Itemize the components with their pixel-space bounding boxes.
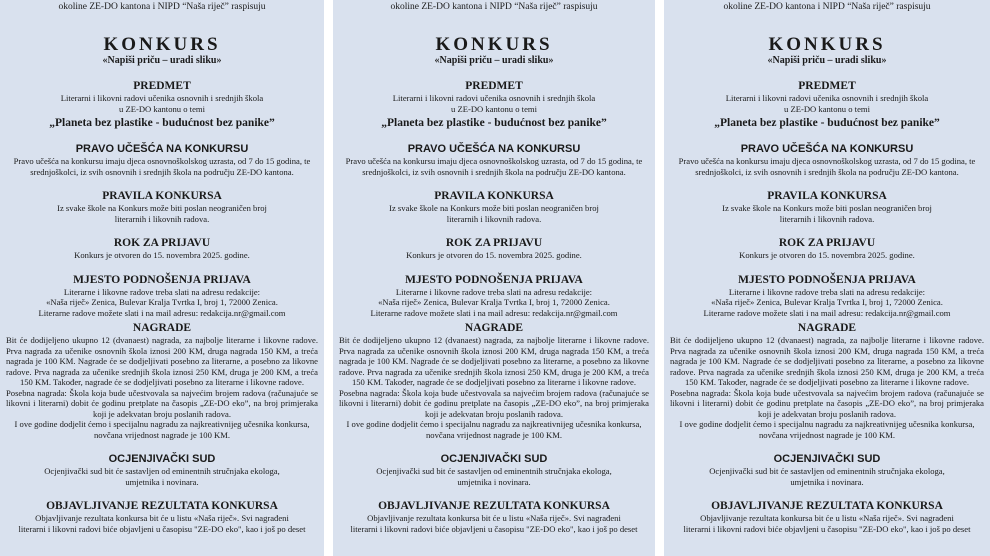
poster-subtitle: «Napiši priču – uradi sliku»	[767, 55, 887, 66]
rok-text: Konkurs je otvoren do 15. novembra 2025. godine.	[74, 250, 250, 260]
mjesto-heading: MJESTO PODNOŠENJA PRIJAVA	[73, 273, 251, 286]
nagrade-para-3: I ove godine dodjelit ćemo i specijalnu nagradu za najkreativnijeg učesnika konkursa, novčana vrijednost nagrade je 100 KM.	[14, 419, 310, 440]
theme-title: „Planeta bez plastike - budućnost bez panike”	[381, 117, 607, 129]
theme-title: „Planeta bez plastike - budućnost bez panike”	[49, 117, 275, 129]
pravila-heading: PRAVILA KONKURSA	[102, 190, 222, 202]
rok-text: Konkurs je otvoren do 15. novembra 2025. godine.	[406, 250, 582, 260]
pravila-line-2: literarnih i likovnih radova.	[114, 213, 210, 224]
objava-heading: OBJAVLJIVANJE REZULTATA KONKURSA	[46, 500, 278, 512]
predmet-heading: PREDMET	[133, 80, 191, 92]
pravila-heading: PRAVILA KONKURSA	[434, 190, 554, 202]
poster-content	[333, 2, 655, 534]
sud-line-1: Ocjenjivački sud bit će sastavljen od eminentnih stručnjaka ekologa,	[376, 466, 612, 476]
nagrade-para-2: Posebna nagrada: Škola koja bude učestvovala sa najvećim brojem radova (računajuće se likovni i literarni) dobit će godinu pretplate na časopis „ZE-DO eko”, na broj primjeraka koji je adekvatan broju poslanih radova.	[670, 387, 984, 419]
pravo-heading: PRAVO UČEŠĆA NA KONKURSU	[407, 143, 581, 155]
predmet-heading: PREDMET	[465, 80, 523, 92]
mjesto-line-3: Literarne radove možete slati i na mail adresu: redakcija.nr@gmail.com	[370, 307, 618, 318]
mjesto-line-2: «Naša riječ» Zenica, Bulevar Kralja Tvrtka I, broj 1, 72000 Zenica.	[46, 297, 278, 307]
pravila-line-2: literarnih i likovnih radova.	[446, 213, 542, 224]
nagrade-para-1: Bit će dodijeljeno ukupno 12 (dvanaest) nagrada, za najbolje literarne i likovne radove. Prva nagrada za učenike osnovnih škola iznosi 200 KM, druga nagrada 150 KM, a treća nagrada je 100 KM. Nagrade će se dodjeljivati posebno za literarne, a posebno za likovne radove. Prva nagrada za učenike srednjih škola iznosi 250 KM, druga je 200 KM, a treća 150 KM. Također, nagrade će se dodjeljivati posebno za literarne i likovne radove.	[670, 335, 984, 387]
nagrade-heading: NAGRADE	[797, 322, 857, 334]
mjesto-line-3: Literarne radove možete slati i na mail adresu: redakcija.nr@gmail.com	[703, 307, 951, 318]
mjesto-line-2: «Naša riječ» Zenica, Bulevar Kralja Tvrtka I, broj 1, 72000 Zenica.	[378, 297, 610, 307]
predmet-line-1: Literarni i likovni radovi učenika osnovnih i srednjih škola	[725, 93, 929, 103]
nagrade-para-3: I ove godine dodjelit ćemo i specijalnu nagradu za najkreativnijeg učesnika konkursa, novčana vrijednost nagrade je 100 KM.	[346, 419, 642, 440]
organizers-line: okoline ZE-DO kantona i NIPD “Naša riječ” raspisuju	[58, 2, 266, 12]
nagrade-heading: NAGRADE	[132, 322, 192, 334]
rok-heading: ROK ZA PRIJAVU	[113, 237, 211, 249]
nagrade-para-1: Bit će dodijeljeno ukupno 12 (dvanaest) nagrada, za najbolje literarne i likovne radove. Prva nagrada za učenike osnovnih škola iznosi 200 KM, druga nagrada 150 KM, a treća nagrada je 100 KM. Nagrade će se dodjeljivati posebno za literarne, a posebno za likovne radove. Prva nagrada za učenike srednjih škola iznosi 250 KM, druga je 200 KM, a treća 150 KM. Također, nagrade će se dodjeljivati posebno za literarne i likovne radove.	[6, 335, 318, 387]
sud-line-2: umjetnika i novinara.	[790, 476, 864, 487]
poster-copy-2	[333, 0, 655, 556]
organizers-line: okoline ZE-DO kantona i NIPD “Naša riječ” raspisuju	[390, 2, 598, 12]
pravila-line-1: Iz svake škole na Konkurs može biti poslan neograničen broj	[389, 203, 599, 213]
sud-line-2: umjetnika i novinara.	[457, 476, 531, 487]
poster-subtitle: «Napiši priču – uradi sliku»	[434, 55, 554, 66]
mjesto-line-1: Literarne i likovne radove treba slati na adresu redakcije:	[728, 286, 926, 297]
pravila-line-2: literarnih i likovnih radova.	[779, 213, 875, 224]
poster-title: KONKURS	[435, 34, 553, 55]
organizers-line: okoline ZE-DO kantona i NIPD “Naša riječ” raspisuju	[723, 2, 931, 12]
pravo-heading: PRAVO UČEŠĆA NA KONKURSU	[75, 143, 249, 155]
nagrade-para-2: Posebna nagrada: Škola koja bude učestvovala sa najvećim brojem radova (računajuće se likovni i literarni) dobit će godinu pretplate na časopis „ZE-DO eko”, na broj primjeraka koji je adekvatan broju poslanih radova.	[339, 387, 649, 419]
pravo-text: Pravo učešća na konkursu imaju djeca osnovnoškolskog uzrasta, od 7 do 15 godina, te srednjoškolci, iz svih osnovnih i srednjih škola na području ZE-DO kantona.	[13, 156, 311, 177]
predmet-line-1: Literarni i likovni radovi učenika osnovnih i srednjih škola	[392, 93, 596, 103]
objava-line-2: literarni i likovni radovi biće objavljeni u časopisu "ZE-DO eko", kao i još po deset	[350, 523, 638, 534]
objava-line-1: Objavljivanje rezultata konkursa bit će u listu «Naša riječ». Svi nagrađeni	[35, 513, 289, 523]
nagrade-para-2: Posebna nagrada: Škola koja bude učestvovala sa najvećim brojem radova (računajuće se likovni i literarni) dobit će godinu pretplate na časopis „ZE-DO eko”, na broj primjeraka koji je adekvatan broju poslanih radova.	[6, 387, 318, 419]
objava-line-1: Objavljivanje rezultata konkursa bit će u listu «Naša riječ». Svi nagrađeni	[700, 513, 954, 523]
objava-line-1: Objavljivanje rezultata konkursa bit će u listu «Naša riječ». Svi nagrađeni	[367, 513, 621, 523]
pravo-heading: PRAVO UČEŠĆA NA KONKURSU	[740, 143, 914, 155]
poster-copy-3	[664, 0, 990, 556]
predmet-line-2: u ZE-DO kantonu o temi	[784, 103, 870, 114]
pravila-line-1: Iz svake škole na Konkurs može biti poslan neograničen broj	[722, 203, 932, 213]
objava-line-2: literarni i likovni radovi biće objavljeni u časopisu "ZE-DO eko", kao i još po deset	[683, 523, 971, 534]
sud-heading: OCJENJIVAČKI SUD	[440, 453, 548, 465]
mjesto-line-1: Literarne i likovne radove treba slati na adresu redakcije:	[63, 286, 261, 297]
predmet-line-2: u ZE-DO kantonu o temi	[119, 103, 205, 114]
mjesto-heading: MJESTO PODNOŠENJA PRIJAVA	[738, 273, 916, 286]
objava-line-2: literarni i likovni radovi biće objavljeni u časopisu "ZE-DO eko", kao i još po deset	[18, 523, 306, 534]
objava-heading: OBJAVLJIVANJE REZULTATA KONKURSA	[711, 500, 943, 512]
sud-line-2: umjetnika i novinara.	[125, 476, 199, 487]
objava-heading: OBJAVLJIVANJE REZULTATA KONKURSA	[378, 500, 610, 512]
rok-heading: ROK ZA PRIJAVU	[445, 237, 543, 249]
poster-content	[0, 2, 324, 534]
nagrade-para-3: I ove godine dodjelit ćemo i specijalnu nagradu za najkreativnijeg učesnika konkursa, novčana vrijednost nagrade je 100 KM.	[679, 419, 975, 440]
mjesto-line-3: Literarne radove možete slati i na mail adresu: redakcija.nr@gmail.com	[38, 307, 286, 318]
nagrade-heading: NAGRADE	[464, 322, 524, 334]
sud-line-1: Ocjenjivački sud bit će sastavljen od eminentnih stručnjaka ekologa,	[709, 466, 945, 476]
pravo-text: Pravo učešća na konkursu imaju djeca osnovnoškolskog uzrasta, od 7 do 15 godina, te srednjoškolci, iz svih osnovnih i srednjih škola na području ZE-DO kantona.	[345, 156, 643, 177]
sud-heading: OCJENJIVAČKI SUD	[108, 453, 216, 465]
poster-title: KONKURS	[768, 34, 886, 55]
predmet-heading: PREDMET	[798, 80, 856, 92]
mjesto-line-2: «Naša riječ» Zenica, Bulevar Kralja Tvrtka I, broj 1, 72000 Zenica.	[711, 297, 943, 307]
predmet-line-2: u ZE-DO kantonu o temi	[451, 103, 537, 114]
poster-content	[664, 2, 990, 534]
sud-heading: OCJENJIVAČKI SUD	[773, 453, 881, 465]
pravo-text: Pravo učešća na konkursu imaju djeca osnovnoškolskog uzrasta, od 7 do 15 godina, te srednjoškolci, iz svih osnovnih i srednjih škola na području ZE-DO kantona.	[678, 156, 976, 177]
predmet-line-1: Literarni i likovni radovi učenika osnovnih i srednjih škola	[60, 93, 264, 103]
mjesto-line-1: Literarne i likovne radove treba slati na adresu redakcije:	[395, 286, 593, 297]
poster-subtitle: «Napiši priču – uradi sliku»	[102, 55, 222, 66]
nagrade-para-1: Bit će dodijeljeno ukupno 12 (dvanaest) nagrada, za najbolje literarne i likovne radove. Prva nagrada za učenike osnovnih škola iznosi 200 KM, druga nagrada 150 KM, a treća nagrada je 100 KM. Nagrade će se dodjeljivati posebno za literarne, a posebno za likovne radove. Prva nagrada za učenike srednjih škola iznosi 250 KM, druga je 200 KM, a treća 150 KM. Također, nagrade će se dodjeljivati posebno za literarne i likovne radove.	[339, 335, 649, 387]
sud-line-1: Ocjenjivački sud bit će sastavljen od eminentnih stručnjaka ekologa,	[44, 466, 280, 476]
rok-heading: ROK ZA PRIJAVU	[778, 237, 876, 249]
theme-title: „Planeta bez plastike - budućnost bez panike”	[714, 117, 940, 129]
mjesto-heading: MJESTO PODNOŠENJA PRIJAVA	[405, 273, 583, 286]
pravila-line-1: Iz svake škole na Konkurs može biti poslan neograničen broj	[57, 203, 267, 213]
poster-title: KONKURS	[103, 34, 221, 55]
poster-copy-1	[0, 0, 324, 556]
rok-text: Konkurs je otvoren do 15. novembra 2025. godine.	[739, 250, 915, 260]
pravila-heading: PRAVILA KONKURSA	[767, 190, 887, 202]
